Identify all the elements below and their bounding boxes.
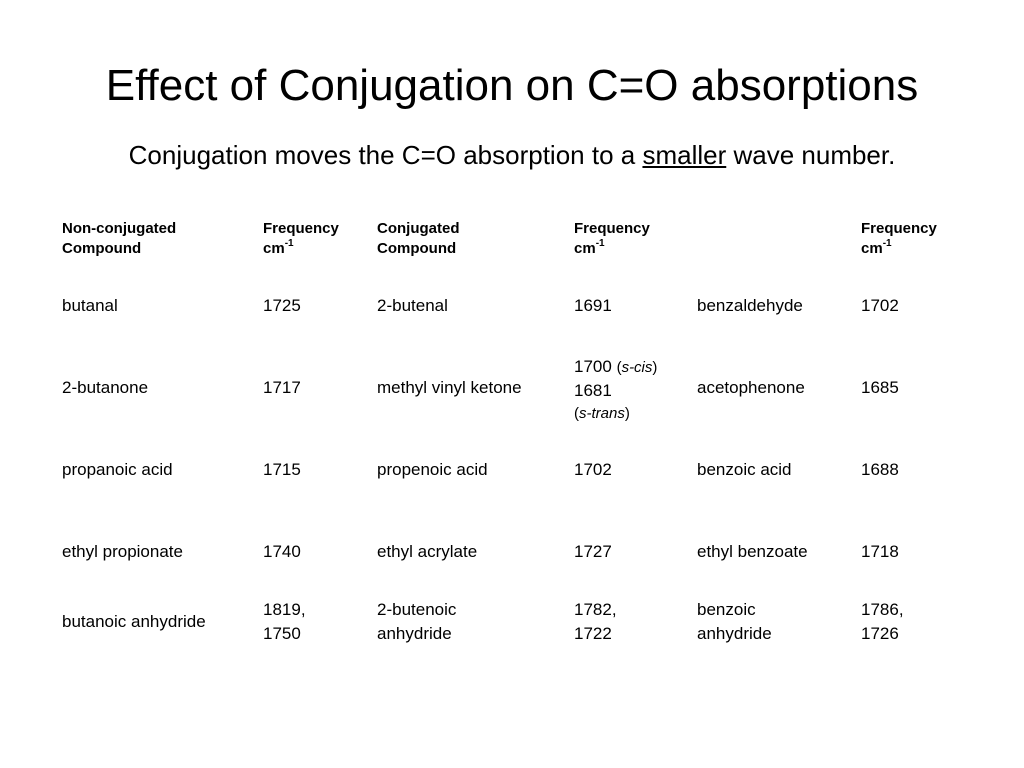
- compound-line: benzoic: [697, 600, 756, 619]
- cell-nonconjugated-frequency: 1715: [263, 460, 301, 479]
- frequency-value: 1700: [574, 357, 612, 376]
- unit-text: cm: [263, 240, 285, 257]
- frequency-line: 1782,: [574, 600, 617, 619]
- frequency-line: 1722: [574, 624, 612, 643]
- frequency-line: 1786,: [861, 600, 904, 619]
- compound-line: anhydride: [377, 624, 452, 643]
- conformer-note: (s-trans): [574, 405, 630, 422]
- header-unit: [574, 239, 650, 259]
- cell-aromatic-frequency: [861, 598, 904, 646]
- compound-line: 2-butenoic: [377, 600, 457, 619]
- frequency-line-s-trans: [574, 379, 657, 403]
- compound-line: anhydride: [697, 624, 772, 643]
- header-frequency-2: [574, 219, 650, 259]
- cell-aromatic-compound: [697, 598, 772, 646]
- subtitle-text-end: wave number.: [726, 140, 896, 170]
- subtitle-text: Conjugation moves the C=O absorption to a: [128, 140, 643, 170]
- cell-conjugated-frequency: 1691: [574, 296, 612, 315]
- cell-conjugated-compound: [377, 598, 456, 646]
- header-text: Non-conjugated: [62, 220, 177, 237]
- header-frequency-1: [263, 219, 339, 259]
- slide-title: Effect of Conjugation on C=O absorptions: [105, 61, 919, 110]
- header-unit: [861, 239, 937, 259]
- conformer-note: (s-cis): [616, 359, 658, 376]
- header-text: Frequency: [574, 220, 650, 237]
- frequency-line: 1819,: [263, 600, 306, 619]
- cell-aromatic-compound: benzoic acid: [697, 460, 792, 479]
- cell-conjugated-frequency: [574, 355, 657, 424]
- cell-aromatic-compound: ethyl benzoate: [697, 542, 808, 561]
- cell-conjugated-frequency: [574, 598, 617, 646]
- frequency-line: 1726: [861, 624, 899, 643]
- unit-superscript: -1: [882, 238, 892, 249]
- cell-aromatic-compound: benzaldehyde: [697, 296, 803, 315]
- slide-subtitle: [0, 138, 1024, 172]
- cell-conjugated-compound: methyl vinyl ketone: [377, 378, 522, 397]
- frequency-line: 1750: [263, 624, 301, 643]
- header-text: Conjugated: [377, 220, 460, 237]
- cell-conjugated-compound: 2-butenal: [377, 296, 448, 315]
- cell-nonconjugated-compound: butanoic anhydride: [62, 612, 206, 631]
- cell-nonconjugated-compound: ethyl propionate: [62, 542, 183, 561]
- cell-conjugated-compound: ethyl acrylate: [377, 542, 478, 561]
- cell-conjugated-compound: propenoic acid: [377, 460, 488, 479]
- header-frequency-3: [861, 219, 937, 259]
- unit-text: cm: [861, 240, 883, 257]
- frequency-value: 1681: [574, 381, 612, 400]
- unit-superscript: -1: [284, 238, 294, 249]
- header-text: Frequency: [263, 220, 339, 237]
- cell-nonconjugated-frequency: 1725: [263, 296, 301, 315]
- frequency-line-s-cis: [574, 355, 657, 379]
- header-conjugated-compound: [377, 219, 460, 259]
- header-nonconjugated-compound: [62, 219, 176, 259]
- cell-conjugated-frequency: 1702: [574, 460, 612, 479]
- unit-superscript: -1: [595, 238, 605, 249]
- cell-aromatic-frequency: 1685: [861, 378, 899, 397]
- conformer-label: s-cis: [621, 359, 653, 376]
- cell-conjugated-frequency: 1727: [574, 542, 612, 561]
- cell-aromatic-frequency: 1688: [861, 460, 899, 479]
- conformer-label: s-trans: [579, 405, 625, 422]
- cell-nonconjugated-compound: 2-butanone: [62, 378, 149, 397]
- cell-nonconjugated-compound: butanal: [62, 296, 118, 315]
- header-text: Compound: [377, 240, 457, 257]
- cell-nonconjugated-frequency: 1740: [263, 542, 301, 561]
- header-text: Frequency: [861, 220, 937, 237]
- cell-nonconjugated-frequency: [263, 598, 306, 646]
- header-unit: [263, 239, 339, 259]
- unit-text: cm: [574, 240, 596, 257]
- cell-nonconjugated-compound: propanoic acid: [62, 460, 173, 479]
- cell-aromatic-compound: acetophenone: [697, 378, 805, 397]
- header-text: Compound: [62, 240, 142, 257]
- subtitle-emphasis: smaller: [642, 140, 727, 170]
- cell-aromatic-frequency: 1718: [861, 542, 899, 561]
- cell-aromatic-frequency: 1702: [861, 296, 899, 315]
- cell-nonconjugated-frequency: 1717: [263, 378, 301, 397]
